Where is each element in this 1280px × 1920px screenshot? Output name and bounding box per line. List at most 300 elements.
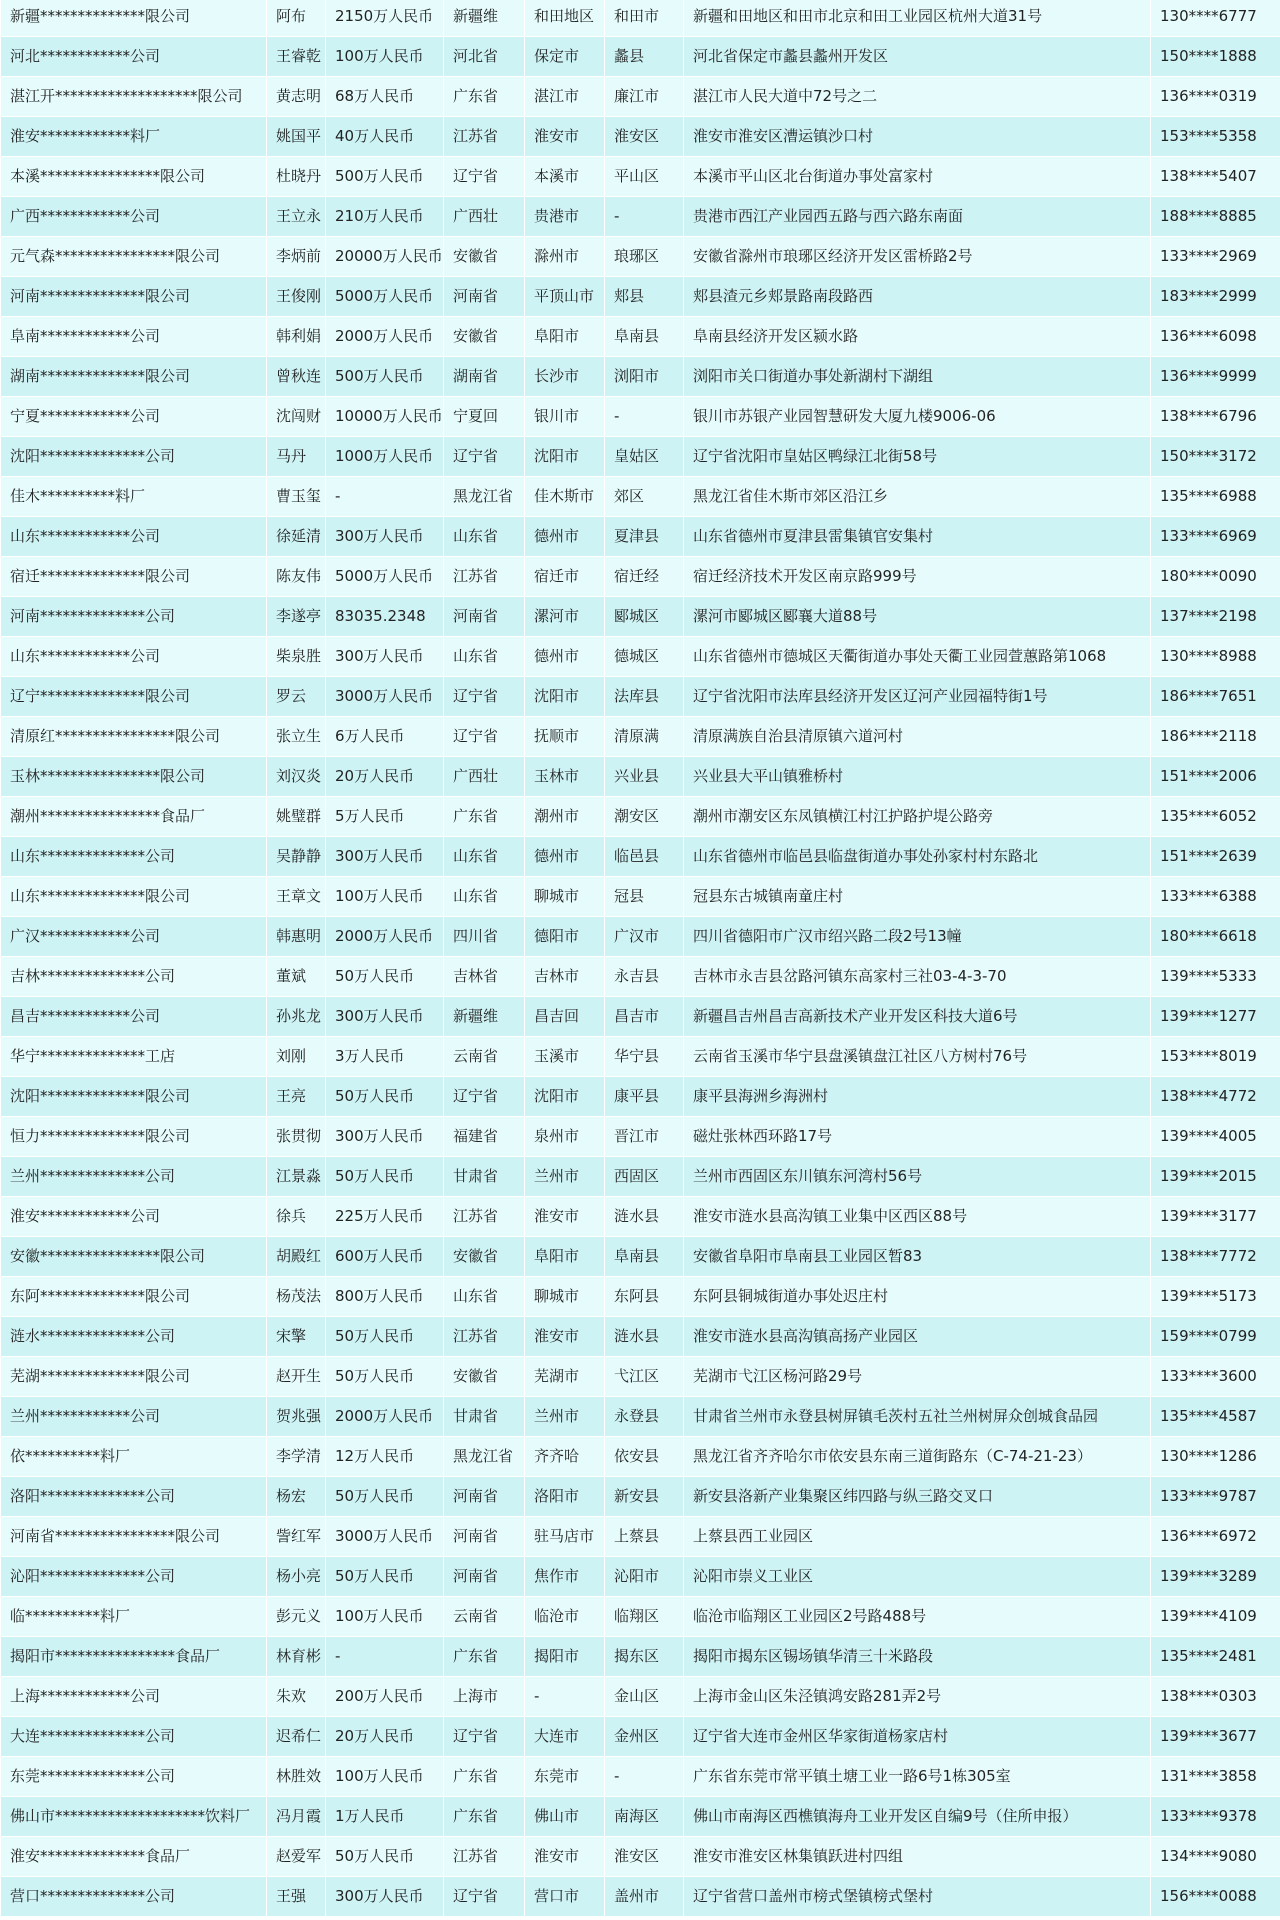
legal-rep-cell: 杨茂法 xyxy=(267,1277,326,1317)
company-name-cell: 大连**************公司 xyxy=(1,1717,267,1757)
address-cell: 新疆和田地区和田市北京和田工业园区杭州大道31号 xyxy=(684,0,1151,37)
phone-cell: 138****4772 xyxy=(1151,1077,1280,1117)
table-row xyxy=(1,637,1280,677)
legal-rep-cell: 刘刚 xyxy=(267,1037,326,1077)
district-cell: 平山区 xyxy=(605,157,684,197)
legal-rep-cell: 王章文 xyxy=(267,877,326,917)
legal-rep-cell: 刘汉炎 xyxy=(267,757,326,797)
registered-capital-cell: 50万人民币 xyxy=(326,1837,444,1877)
address-cell: 四川省德阳市广汉市绍兴路二段2号13幢 xyxy=(684,917,1151,957)
province-cell: 甘肃省 xyxy=(444,1157,525,1197)
table-row xyxy=(1,0,1280,37)
table-row xyxy=(1,1557,1280,1597)
registered-capital-cell: 6万人民币 xyxy=(326,717,444,757)
registered-capital-cell: 1000万人民币 xyxy=(326,437,444,477)
company-name-cell: 沈阳**************公司 xyxy=(1,437,267,477)
address-cell: 安徽省阜阳市阜南县工业园区暂83 xyxy=(684,1237,1151,1277)
province-cell: 山东省 xyxy=(444,1277,525,1317)
company-name-cell: 广西************公司 xyxy=(1,197,267,237)
registered-capital-cell: 20万人民币 xyxy=(326,757,444,797)
phone-cell: 186****7651 xyxy=(1151,677,1280,717)
table-row xyxy=(1,1677,1280,1717)
city-cell: 淮安市 xyxy=(525,117,605,157)
district-cell: 清原满 xyxy=(605,717,684,757)
legal-rep-cell: 贺兆强 xyxy=(267,1397,326,1437)
address-cell: 冠县东古城镇南童庄村 xyxy=(684,877,1151,917)
city-cell: 兰州市 xyxy=(525,1397,605,1437)
city-cell: 漯河市 xyxy=(525,597,605,637)
district-cell: - xyxy=(605,397,684,437)
district-cell: 上蔡县 xyxy=(605,1517,684,1557)
table-row xyxy=(1,1197,1280,1237)
city-cell: 沈阳市 xyxy=(525,677,605,717)
province-cell: 安徽省 xyxy=(444,1357,525,1397)
legal-rep-cell: 王睿乾 xyxy=(267,37,326,77)
legal-rep-cell: 沈闯财 xyxy=(267,397,326,437)
address-cell: 河北省保定市蠡县蠡州开发区 xyxy=(684,37,1151,77)
phone-cell: 139****3677 xyxy=(1151,1717,1280,1757)
province-cell: 宁夏回 xyxy=(444,397,525,437)
company-name-cell: 元气森****************限公司 xyxy=(1,237,267,277)
province-cell: 山东省 xyxy=(444,837,525,877)
district-cell: 金山区 xyxy=(605,1677,684,1717)
legal-rep-cell: 柴泉胜 xyxy=(267,637,326,677)
table-row xyxy=(1,597,1280,637)
city-cell: 洛阳市 xyxy=(525,1477,605,1517)
company-name-cell: 安徽****************限公司 xyxy=(1,1237,267,1277)
phone-cell: 151****2639 xyxy=(1151,837,1280,877)
legal-rep-cell: 王立永 xyxy=(267,197,326,237)
table-row xyxy=(1,1837,1280,1877)
city-cell: 淮安市 xyxy=(525,1197,605,1237)
city-cell: 玉溪市 xyxy=(525,1037,605,1077)
city-cell: 吉林市 xyxy=(525,957,605,997)
company-name-cell: 依**********料厂 xyxy=(1,1437,267,1477)
district-cell: 琅琊区 xyxy=(605,237,684,277)
registered-capital-cell: 210万人民币 xyxy=(326,197,444,237)
district-cell: 法库县 xyxy=(605,677,684,717)
company-name-cell: 淮安************公司 xyxy=(1,1197,267,1237)
city-cell: 德阳市 xyxy=(525,917,605,957)
registered-capital-cell: - xyxy=(326,1637,444,1677)
phone-cell: 133****9378 xyxy=(1151,1797,1280,1837)
district-cell: 和田市 xyxy=(605,0,684,37)
address-cell: 兰州市西固区东川镇东河湾村56号 xyxy=(684,1157,1151,1197)
district-cell: 涟水县 xyxy=(605,1317,684,1357)
district-cell: 临翔区 xyxy=(605,1597,684,1637)
district-cell: 宿迁经 xyxy=(605,557,684,597)
phone-cell: 139****4005 xyxy=(1151,1117,1280,1157)
table-row xyxy=(1,1477,1280,1517)
province-cell: 河南省 xyxy=(444,1557,525,1597)
address-cell: 阜南县经济开发区颍水路 xyxy=(684,317,1151,357)
legal-rep-cell: 杨小亮 xyxy=(267,1557,326,1597)
registered-capital-cell: 200万人民币 xyxy=(326,1677,444,1717)
registered-capital-cell: 3000万人民币 xyxy=(326,677,444,717)
company-name-cell: 佳木**********料厂 xyxy=(1,477,267,517)
city-cell: 抚顺市 xyxy=(525,717,605,757)
district-cell: 阜南县 xyxy=(605,317,684,357)
province-cell: 广西壮 xyxy=(444,757,525,797)
address-cell: 甘肃省兰州市永登县树屏镇毛茨村五社兰州树屏众创城食品园 xyxy=(684,1397,1151,1437)
registered-capital-cell: 5000万人民币 xyxy=(326,277,444,317)
phone-cell: 153****8019 xyxy=(1151,1037,1280,1077)
city-cell: 银川市 xyxy=(525,397,605,437)
address-cell: 贵港市西江产业园西五路与西六路东南面 xyxy=(684,197,1151,237)
address-cell: 佛山市南海区西樵镇海舟工业开发区自编9号（住所申报） xyxy=(684,1797,1151,1837)
registered-capital-cell: 225万人民币 xyxy=(326,1197,444,1237)
legal-rep-cell: 冯月霞 xyxy=(267,1797,326,1837)
address-cell: 新安县洛新产业集聚区纬四路与纵三路交叉口 xyxy=(684,1477,1151,1517)
district-cell: 新安县 xyxy=(605,1477,684,1517)
address-cell: 磁灶张林西环路17号 xyxy=(684,1117,1151,1157)
company-name-cell: 揭阳市****************食品厂 xyxy=(1,1637,267,1677)
registered-capital-cell: 50万人民币 xyxy=(326,957,444,997)
province-cell: 河北省 xyxy=(444,37,525,77)
district-cell: - xyxy=(605,197,684,237)
phone-cell: 159****0799 xyxy=(1151,1317,1280,1357)
phone-cell: 130****1286 xyxy=(1151,1437,1280,1477)
table-row xyxy=(1,1717,1280,1757)
city-cell: 平顶山市 xyxy=(525,277,605,317)
company-name-cell: 东莞**************公司 xyxy=(1,1757,267,1797)
city-cell: 湛江市 xyxy=(525,77,605,117)
phone-cell: 130****8988 xyxy=(1151,637,1280,677)
table-row xyxy=(1,77,1280,117)
district-cell: 永吉县 xyxy=(605,957,684,997)
province-cell: 河南省 xyxy=(444,277,525,317)
registered-capital-cell: 100万人民币 xyxy=(326,37,444,77)
phone-cell: 139****4109 xyxy=(1151,1597,1280,1637)
city-cell: 滁州市 xyxy=(525,237,605,277)
phone-cell: 150****1888 xyxy=(1151,37,1280,77)
phone-cell: 130****6777 xyxy=(1151,0,1280,37)
province-cell: 福建省 xyxy=(444,1117,525,1157)
phone-cell: 180****6618 xyxy=(1151,917,1280,957)
legal-rep-cell: 林胜效 xyxy=(267,1757,326,1797)
table-row xyxy=(1,837,1280,877)
company-name-cell: 河南**************限公司 xyxy=(1,277,267,317)
table-row xyxy=(1,157,1280,197)
district-cell: 南海区 xyxy=(605,1797,684,1837)
city-cell: 德州市 xyxy=(525,637,605,677)
company-name-cell: 芜湖**************限公司 xyxy=(1,1357,267,1397)
address-cell: 淮安市淮安区漕运镇沙口村 xyxy=(684,117,1151,157)
district-cell: 皇姑区 xyxy=(605,437,684,477)
city-cell: 淮安市 xyxy=(525,1317,605,1357)
city-cell: 沈阳市 xyxy=(525,1077,605,1117)
legal-rep-cell: 姚国平 xyxy=(267,117,326,157)
company-name-cell: 涟水**************公司 xyxy=(1,1317,267,1357)
district-cell: 浏阳市 xyxy=(605,357,684,397)
company-name-cell: 营口**************公司 xyxy=(1,1877,267,1917)
registered-capital-cell: 5万人民币 xyxy=(326,797,444,837)
province-cell: 河南省 xyxy=(444,597,525,637)
phone-cell: 139****3289 xyxy=(1151,1557,1280,1597)
registered-capital-cell: 68万人民币 xyxy=(326,77,444,117)
legal-rep-cell: 董斌 xyxy=(267,957,326,997)
company-name-cell: 恒力**************限公司 xyxy=(1,1117,267,1157)
table-row xyxy=(1,1797,1280,1837)
legal-rep-cell: 罗云 xyxy=(267,677,326,717)
company-name-cell: 东阿**************限公司 xyxy=(1,1277,267,1317)
table-row xyxy=(1,1317,1280,1357)
legal-rep-cell: 朱欢 xyxy=(267,1677,326,1717)
province-cell: 江苏省 xyxy=(444,1837,525,1877)
registered-capital-cell: 100万人民币 xyxy=(326,1597,444,1637)
company-name-cell: 沈阳**************限公司 xyxy=(1,1077,267,1117)
address-cell: 黑龙江省齐齐哈尔市依安县东南三道街路东（C-74-21-23） xyxy=(684,1437,1151,1477)
address-cell: 山东省德州市临邑县临盘街道办事处孙家村村东路北 xyxy=(684,837,1151,877)
phone-cell: 135****6988 xyxy=(1151,477,1280,517)
legal-rep-cell: 王强 xyxy=(267,1877,326,1917)
legal-rep-cell: 胡殿红 xyxy=(267,1237,326,1277)
table-row xyxy=(1,877,1280,917)
registered-capital-cell: 300万人民币 xyxy=(326,837,444,877)
phone-cell: 133****6969 xyxy=(1151,517,1280,557)
registered-capital-cell: 300万人民币 xyxy=(326,997,444,1037)
province-cell: 山东省 xyxy=(444,517,525,557)
city-cell: 营口市 xyxy=(525,1877,605,1917)
table-row xyxy=(1,117,1280,157)
city-cell: 德州市 xyxy=(525,517,605,557)
city-cell: 芜湖市 xyxy=(525,1357,605,1397)
registered-capital-cell: 40万人民币 xyxy=(326,117,444,157)
registered-capital-cell: 1万人民币 xyxy=(326,1797,444,1837)
phone-cell: 136****6972 xyxy=(1151,1517,1280,1557)
city-cell: 和田地区 xyxy=(525,0,605,37)
company-name-cell: 沁阳**************公司 xyxy=(1,1557,267,1597)
company-name-cell: 洛阳**************公司 xyxy=(1,1477,267,1517)
legal-rep-cell: 徐兵 xyxy=(267,1197,326,1237)
district-cell: 潮安区 xyxy=(605,797,684,837)
city-cell: 宿迁市 xyxy=(525,557,605,597)
address-cell: 沁阳市崇义工业区 xyxy=(684,1557,1151,1597)
company-name-cell: 昌吉************公司 xyxy=(1,997,267,1037)
legal-rep-cell: 曾秋连 xyxy=(267,357,326,397)
phone-cell: 139****3177 xyxy=(1151,1197,1280,1237)
province-cell: 江苏省 xyxy=(444,117,525,157)
address-cell: 本溪市平山区北台街道办事处富家村 xyxy=(684,157,1151,197)
district-cell: 华宁县 xyxy=(605,1037,684,1077)
registered-capital-cell: 50万人民币 xyxy=(326,1477,444,1517)
phone-cell: 188****8885 xyxy=(1151,197,1280,237)
registered-capital-cell: 20000万人民币 xyxy=(326,237,444,277)
province-cell: 广东省 xyxy=(444,797,525,837)
company-name-cell: 湖南**************限公司 xyxy=(1,357,267,397)
address-cell: 安徽省滁州市琅琊区经济开发区雷桥路2号 xyxy=(684,237,1151,277)
district-cell: 依安县 xyxy=(605,1437,684,1477)
legal-rep-cell: 訾红军 xyxy=(267,1517,326,1557)
district-cell: 廉江市 xyxy=(605,77,684,117)
province-cell: 辽宁省 xyxy=(444,437,525,477)
phone-cell: 138****0303 xyxy=(1151,1677,1280,1717)
province-cell: 甘肃省 xyxy=(444,1397,525,1437)
phone-cell: 138****5407 xyxy=(1151,157,1280,197)
table-row xyxy=(1,997,1280,1037)
phone-cell: 133****3600 xyxy=(1151,1357,1280,1397)
city-cell: 佛山市 xyxy=(525,1797,605,1837)
province-cell: 安徽省 xyxy=(444,317,525,357)
table-row xyxy=(1,1397,1280,1437)
table-row xyxy=(1,1037,1280,1077)
province-cell: 黑龙江省 xyxy=(444,477,525,517)
registered-capital-cell: 5000万人民币 xyxy=(326,557,444,597)
table-row xyxy=(1,1117,1280,1157)
phone-cell: 136****6098 xyxy=(1151,317,1280,357)
province-cell: 湖南省 xyxy=(444,357,525,397)
table-row xyxy=(1,1517,1280,1557)
legal-rep-cell: 李炳前 xyxy=(267,237,326,277)
province-cell: 广东省 xyxy=(444,1637,525,1677)
legal-rep-cell: 吴静静 xyxy=(267,837,326,877)
province-cell: 江苏省 xyxy=(444,1317,525,1357)
registered-capital-cell: 3万人民币 xyxy=(326,1037,444,1077)
city-cell: 泉州市 xyxy=(525,1117,605,1157)
table-row xyxy=(1,957,1280,997)
table-row xyxy=(1,357,1280,397)
legal-rep-cell: 姚璧群 xyxy=(267,797,326,837)
table-row xyxy=(1,277,1280,317)
legal-rep-cell: 孙兆龙 xyxy=(267,997,326,1037)
company-name-cell: 兰州************公司 xyxy=(1,1397,267,1437)
province-cell: 辽宁省 xyxy=(444,717,525,757)
legal-rep-cell: 韩利娟 xyxy=(267,317,326,357)
legal-rep-cell: 宋擎 xyxy=(267,1317,326,1357)
table-row xyxy=(1,1437,1280,1477)
address-cell: 山东省德州市夏津县雷集镇官安集村 xyxy=(684,517,1151,557)
phone-cell: 133****6388 xyxy=(1151,877,1280,917)
table-row xyxy=(1,1637,1280,1677)
address-cell: 辽宁省大连市金州区华家街道杨家店村 xyxy=(684,1717,1151,1757)
legal-rep-cell: 曹玉玺 xyxy=(267,477,326,517)
phone-cell: 150****3172 xyxy=(1151,437,1280,477)
company-table-body xyxy=(1,0,1280,1917)
phone-cell: 139****1277 xyxy=(1151,997,1280,1037)
registered-capital-cell: 2000万人民币 xyxy=(326,317,444,357)
city-cell: 东莞市 xyxy=(525,1757,605,1797)
city-cell: 兰州市 xyxy=(525,1157,605,1197)
phone-cell: 136****0319 xyxy=(1151,77,1280,117)
registered-capital-cell: 20万人民币 xyxy=(326,1717,444,1757)
legal-rep-cell: 黄志明 xyxy=(267,77,326,117)
address-cell: 兴业县大平山镇雅桥村 xyxy=(684,757,1151,797)
district-cell: 淮安区 xyxy=(605,117,684,157)
province-cell: 黑龙江省 xyxy=(444,1437,525,1477)
city-cell: 玉林市 xyxy=(525,757,605,797)
phone-cell: 133****2969 xyxy=(1151,237,1280,277)
province-cell: 江苏省 xyxy=(444,1197,525,1237)
phone-cell: 131****3858 xyxy=(1151,1757,1280,1797)
address-cell: 芜湖市弋江区杨河路29号 xyxy=(684,1357,1151,1397)
phone-cell: 137****2198 xyxy=(1151,597,1280,637)
phone-cell: 139****2015 xyxy=(1151,1157,1280,1197)
phone-cell: 135****6052 xyxy=(1151,797,1280,837)
province-cell: 山东省 xyxy=(444,877,525,917)
city-cell: 聊城市 xyxy=(525,877,605,917)
address-cell: 银川市苏银产业园智慧研发大厦九楼9006-06 xyxy=(684,397,1151,437)
legal-rep-cell: 李遂亭 xyxy=(267,597,326,637)
city-cell: 沈阳市 xyxy=(525,437,605,477)
legal-rep-cell: 阿布 xyxy=(267,0,326,37)
city-cell: 焦作市 xyxy=(525,1557,605,1597)
company-name-cell: 广汉************公司 xyxy=(1,917,267,957)
address-cell: 广东省东莞市常平镇土塘工业一路6号1栋305室 xyxy=(684,1757,1151,1797)
phone-cell: 139****5333 xyxy=(1151,957,1280,997)
city-cell: 佳木斯市 xyxy=(525,477,605,517)
district-cell: 康平县 xyxy=(605,1077,684,1117)
table-row xyxy=(1,917,1280,957)
table-row xyxy=(1,557,1280,597)
company-name-cell: 新疆**************限公司 xyxy=(1,0,267,37)
company-name-cell: 华宁**************工店 xyxy=(1,1037,267,1077)
table-row xyxy=(1,1877,1280,1917)
registered-capital-cell: 600万人民币 xyxy=(326,1237,444,1277)
registered-capital-cell: 100万人民币 xyxy=(326,877,444,917)
company-name-cell: 上海************公司 xyxy=(1,1677,267,1717)
company-name-cell: 河南**************公司 xyxy=(1,597,267,637)
legal-rep-cell: 张贯彻 xyxy=(267,1117,326,1157)
table-row xyxy=(1,477,1280,517)
legal-rep-cell: 马丹 xyxy=(267,437,326,477)
district-cell: 郾城区 xyxy=(605,597,684,637)
phone-cell: 135****4587 xyxy=(1151,1397,1280,1437)
city-cell: 德州市 xyxy=(525,837,605,877)
address-cell: 揭阳市揭东区锡场镇华清三十米路段 xyxy=(684,1637,1151,1677)
address-cell: 淮安市涟水县高沟镇高扬产业园区 xyxy=(684,1317,1151,1357)
table-row xyxy=(1,317,1280,357)
company-name-cell: 本溪****************限公司 xyxy=(1,157,267,197)
registered-capital-cell: - xyxy=(326,477,444,517)
city-cell: 长沙市 xyxy=(525,357,605,397)
province-cell: 新疆维 xyxy=(444,0,525,37)
registered-capital-cell: 83035.2348 xyxy=(326,597,444,637)
phone-cell: 183****2999 xyxy=(1151,277,1280,317)
district-cell: 郏县 xyxy=(605,277,684,317)
district-cell: 盖州市 xyxy=(605,1877,684,1917)
city-cell: 聊城市 xyxy=(525,1277,605,1317)
company-name-cell: 河北************公司 xyxy=(1,37,267,77)
province-cell: 广西壮 xyxy=(444,197,525,237)
table-row xyxy=(1,797,1280,837)
city-cell: 淮安市 xyxy=(525,1837,605,1877)
province-cell: 广东省 xyxy=(444,77,525,117)
registered-capital-cell: 300万人民币 xyxy=(326,637,444,677)
city-cell: 阜阳市 xyxy=(525,1237,605,1277)
registered-capital-cell: 2000万人民币 xyxy=(326,917,444,957)
table-row xyxy=(1,37,1280,77)
phone-cell: 151****2006 xyxy=(1151,757,1280,797)
address-cell: 云南省玉溪市华宁县盘溪镇盘江社区八方树村76号 xyxy=(684,1037,1151,1077)
province-cell: 云南省 xyxy=(444,1037,525,1077)
address-cell: 漯河市郾城区郾襄大道88号 xyxy=(684,597,1151,637)
address-cell: 辽宁省营口盖州市榜式堡镇榜式堡村 xyxy=(684,1877,1151,1917)
registered-capital-cell: 10000万人民币 xyxy=(326,397,444,437)
district-cell: 郊区 xyxy=(605,477,684,517)
company-name-cell: 淮安************料厂 xyxy=(1,117,267,157)
district-cell: 西固区 xyxy=(605,1157,684,1197)
city-cell: 保定市 xyxy=(525,37,605,77)
province-cell: 安徽省 xyxy=(444,1237,525,1277)
city-cell: - xyxy=(525,1677,605,1717)
phone-cell: 156****0088 xyxy=(1151,1877,1280,1917)
province-cell: 江苏省 xyxy=(444,557,525,597)
table-row xyxy=(1,1597,1280,1637)
province-cell: 新疆维 xyxy=(444,997,525,1037)
city-cell: 潮州市 xyxy=(525,797,605,837)
table-row xyxy=(1,677,1280,717)
table-row xyxy=(1,1077,1280,1117)
